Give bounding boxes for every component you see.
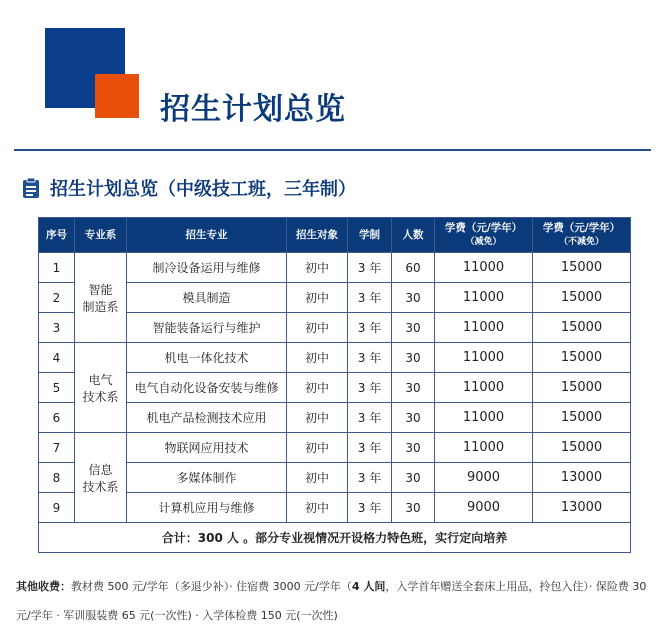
cell-fee-full: 15000 <box>533 403 631 433</box>
header-cell-fee-full <box>533 218 631 253</box>
cell-major: 物联网应用技术 <box>127 433 287 463</box>
cell-duration: 3 年 <box>348 253 392 283</box>
cell-fee-reduced: 9000 <box>435 493 533 523</box>
cell-major: 制冷设备运用与维修 <box>127 253 287 283</box>
cell-fee-reduced: 11000 <box>435 433 533 463</box>
cell-count: 30 <box>392 373 435 403</box>
table-row <box>39 313 631 343</box>
clipboard-icon <box>22 177 40 199</box>
header-cell-department: 专业系 <box>75 218 127 253</box>
cell-duration: 3 年 <box>348 403 392 433</box>
cell-fee-reduced: 9000 <box>435 463 533 493</box>
cell-no: 4 <box>39 343 75 373</box>
header-cell-target: 招生对象 <box>287 218 348 253</box>
cell-target: 初中 <box>287 373 348 403</box>
cell-target: 初中 <box>287 313 348 343</box>
fee-full-header-line1: 学费（元/学年） <box>542 222 621 234</box>
header-cell-major: 招生专业 <box>127 218 287 253</box>
cell-major: 机电一体化技术 <box>127 343 287 373</box>
other-fees-text-part2: ，入学首年赠送全套床上用品，拎包入住）· 保险费 30 元/学年 · 军训服装费 65 元(一次性) · 入学体检费 150 元(一次性) <box>16 580 647 622</box>
cell-target: 初中 <box>287 463 348 493</box>
section-heading <box>22 175 356 201</box>
cell-major: 多媒体制作 <box>127 463 287 493</box>
cell-duration: 3 年 <box>348 373 392 403</box>
cell-target: 初中 <box>287 403 348 433</box>
cell-duration: 3 年 <box>348 283 392 313</box>
table-header-row <box>39 218 631 253</box>
cell-fee-reduced: 11000 <box>435 403 533 433</box>
cell-fee-full: 13000 <box>533 493 631 523</box>
decor-orange-square <box>95 74 139 118</box>
cell-count: 30 <box>392 403 435 433</box>
cell-count: 30 <box>392 313 435 343</box>
table-row <box>39 493 631 523</box>
cell-duration: 3 年 <box>348 493 392 523</box>
header-cell-duration: 学制 <box>348 218 392 253</box>
enrollment-plan-table <box>38 217 631 553</box>
cell-major: 计算机应用与维修 <box>127 493 287 523</box>
cell-target: 初中 <box>287 283 348 313</box>
table-row <box>39 463 631 493</box>
cell-fee-reduced: 11000 <box>435 313 533 343</box>
cell-target: 初中 <box>287 493 348 523</box>
cell-fee-full: 15000 <box>533 313 631 343</box>
section-title-text: 招生计划总览（中级技工班，三年制） <box>50 179 356 200</box>
cell-duration: 3 年 <box>348 313 392 343</box>
cell-count: 30 <box>392 493 435 523</box>
table-row <box>39 403 631 433</box>
cell-duration: 3 年 <box>348 433 392 463</box>
cell-duration: 3 年 <box>348 343 392 373</box>
cell-fee-full: 15000 <box>533 253 631 283</box>
cell-target: 初中 <box>287 253 348 283</box>
cell-fee-full: 15000 <box>533 433 631 463</box>
cell-fee-full: 15000 <box>533 373 631 403</box>
department-name-line2: 技术系 <box>82 389 119 404</box>
cell-fee-reduced: 11000 <box>435 283 533 313</box>
cell-fee-full: 15000 <box>533 283 631 313</box>
department-name-line1: 智能 <box>88 282 113 297</box>
cell-fee-reduced: 11000 <box>435 373 533 403</box>
table-row <box>39 433 631 463</box>
header-cell-fee-reduced <box>435 218 533 253</box>
other-fees-bold: 4 人间 <box>351 580 386 593</box>
department-name-line1: 信息 <box>88 462 113 477</box>
cell-no: 7 <box>39 433 75 463</box>
cell-major: 电气自动化设备安装与维修 <box>127 373 287 403</box>
department-name-line1: 电气 <box>88 372 113 387</box>
cell-no: 9 <box>39 493 75 523</box>
cell-fee-reduced: 11000 <box>435 253 533 283</box>
cell-major: 智能装备运行与维护 <box>127 313 287 343</box>
department-name-line2: 制造系 <box>82 299 119 314</box>
other-fees-text-part1: 教材费 500 元/学年（多退少补）· 住宿费 3000 元/学年（ <box>71 580 352 593</box>
cell-no: 1 <box>39 253 75 283</box>
table-row <box>39 253 631 283</box>
fee-full-header-line2: （不减免） <box>558 237 604 247</box>
title-divider <box>14 149 651 151</box>
department-cell <box>75 433 127 523</box>
total-summary: 合计：300 人 。部分专业视情况开设格力特色班，实行定向培养 <box>39 523 631 553</box>
fee-reduced-header-line1: 学费（元/学年） <box>444 222 523 234</box>
header-cell-count: 人数 <box>392 218 435 253</box>
other-fees-label: 其他收费： <box>16 580 71 593</box>
table-row <box>39 283 631 313</box>
cell-major: 机电产品检测技术应用 <box>127 403 287 433</box>
department-cell <box>75 253 127 343</box>
table-row <box>39 373 631 403</box>
table-row <box>39 343 631 373</box>
cell-fee-reduced: 11000 <box>435 343 533 373</box>
fee-reduced-header-line2: （减免） <box>465 237 502 247</box>
cell-duration: 3 年 <box>348 463 392 493</box>
header-cell-no: 序号 <box>39 218 75 253</box>
cell-count: 30 <box>392 283 435 313</box>
cell-fee-full: 15000 <box>533 343 631 373</box>
table-total-row <box>39 523 631 553</box>
department-cell <box>75 343 127 433</box>
cell-target: 初中 <box>287 343 348 373</box>
cell-fee-full: 13000 <box>533 463 631 493</box>
cell-count: 30 <box>392 433 435 463</box>
cell-count: 30 <box>392 343 435 373</box>
cell-no: 5 <box>39 373 75 403</box>
cell-count: 30 <box>392 463 435 493</box>
department-name-line2: 技术系 <box>82 479 119 494</box>
cell-no: 2 <box>39 283 75 313</box>
cell-no: 8 <box>39 463 75 493</box>
cell-no: 3 <box>39 313 75 343</box>
cell-count: 60 <box>392 253 435 283</box>
other-fees-note <box>16 572 648 630</box>
page-title: 招生计划总览 <box>160 92 346 127</box>
cell-target: 初中 <box>287 433 348 463</box>
cell-major: 模具制造 <box>127 283 287 313</box>
cell-no: 6 <box>39 403 75 433</box>
